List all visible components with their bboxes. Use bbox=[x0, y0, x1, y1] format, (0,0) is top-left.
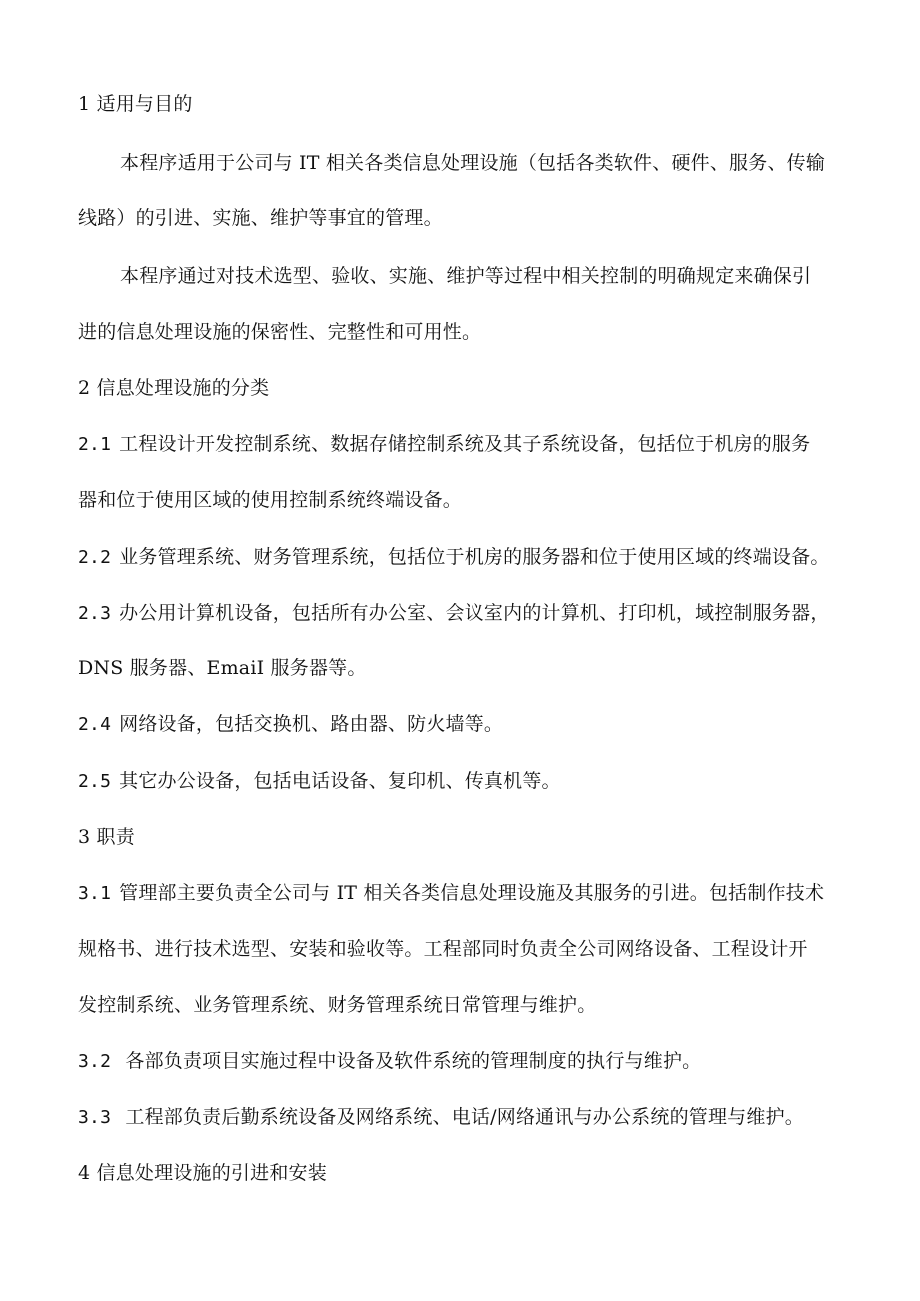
section-1-paragraph-1-line-2: 线路）的引进、实施、维护等事宜的管理。 bbox=[78, 207, 443, 229]
section-3-item-1-line-2: 规格书、进行技术选型、安装和验收等。工程部同时负责全公司网络设备、工程设计开 bbox=[78, 938, 808, 960]
section-1-paragraph-2-line-2: 进的信息处理设施的保密性、完整性和可用性。 bbox=[78, 321, 482, 343]
section-2-item-2-line-1 bbox=[78, 545, 830, 570]
section-3-item-1-line-3: 发控制系统、业务管理系统、财务管理系统日常管理与维护。 bbox=[78, 994, 597, 1016]
section-3-item-3-number: 3.3 bbox=[78, 1107, 112, 1128]
section-3-item-1-line-1 bbox=[78, 881, 824, 906]
section-2-item-4-text: 网络设备，包括交换机、路由器、防火墙等。 bbox=[119, 713, 504, 735]
section-2-item-2-text: 业务管理系统、财务管理系统，包括位于机房的服务器和位于使用区域的终端设备。 bbox=[119, 546, 830, 568]
section-3-heading: 3 职责 bbox=[78, 826, 135, 848]
section-2-item-5-text: 其它办公设备，包括电话设备、复印机、传真机等。 bbox=[119, 770, 561, 792]
section-3-item-2-text: 各部负责项目实施过程中设备及软件系统的管理制度的执行与维护。 bbox=[119, 1050, 702, 1072]
section-1-heading: 1 适用与目的 bbox=[78, 93, 193, 115]
section-2-item-5-number: 2.5 bbox=[78, 771, 112, 792]
section-2-item-4-line-1 bbox=[78, 712, 503, 737]
section-1-paragraph-2-line-1: 本程序通过对技术选型、验收、实施、维护等过程中相关控制的明确规定来确保引 bbox=[120, 265, 812, 287]
section-2-item-1-line-1 bbox=[78, 432, 810, 457]
section-2-item-3-line-2: DNS 服务器、EmaiI 服务器等。 bbox=[78, 657, 367, 679]
section-3-item-1-number: 3.1 bbox=[78, 883, 112, 904]
section-2-heading: 2 信息处理设施的分类 bbox=[78, 377, 270, 399]
section-3-item-1-text: 管理部主要负责全公司与 IT 相关各类信息处理设施及其服务的引进。包括制作技术 bbox=[119, 882, 825, 904]
section-2-item-3-line-1 bbox=[78, 601, 830, 626]
section-2-item-3-number: 2.3 bbox=[78, 603, 112, 624]
section-2-item-4-number: 2.4 bbox=[78, 714, 112, 735]
section-4-heading: 4 信息处理设施的引进和安装 bbox=[78, 1162, 327, 1184]
section-3-item-3-text: 工程部负责后勤系统设备及网络系统、电话/网络通讯与办公系统的管理与维护。 bbox=[119, 1106, 804, 1128]
section-2-item-1-number: 2.1 bbox=[78, 434, 112, 455]
section-2-item-5-line-1 bbox=[78, 769, 561, 794]
section-2-item-3-text: 办公用计算机设备，包括所有办公室、会议室内的计算机、打印机，域控制服务器， bbox=[119, 602, 830, 624]
section-2-item-2-number: 2.2 bbox=[78, 547, 112, 568]
section-1-paragraph-1-line-1: 本程序适用于公司与 IT 相关各类信息处理设施（包括各类软件、硬件、服务、传输 bbox=[120, 152, 826, 174]
section-2-item-1-line-2: 器和位于使用区域的使用控制系统终端设备。 bbox=[78, 489, 463, 511]
section-3-item-2-number: 3.2 bbox=[78, 1051, 112, 1072]
section-3-item-3-line-1 bbox=[78, 1105, 804, 1130]
section-3-item-2-line-1 bbox=[78, 1049, 701, 1074]
section-2-item-1-text: 工程设计开发控制系统、数据存储控制系统及其子系统设备，包括位于机房的服务 bbox=[119, 433, 811, 455]
